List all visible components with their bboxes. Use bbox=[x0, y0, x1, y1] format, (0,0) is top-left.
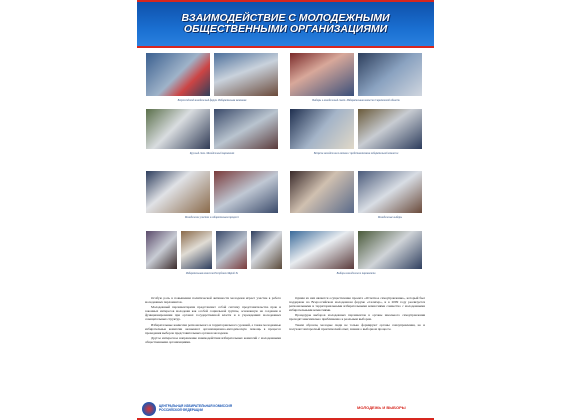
text-column-left bbox=[145, 296, 281, 345]
photo-caption: Круглый стол. Молодежный парламент bbox=[189, 152, 235, 155]
photo bbox=[180, 230, 213, 270]
photo-caption: Молодежное участие в избирательном процессе bbox=[185, 216, 239, 219]
paragraph: Одним из них является осуществление проекта «Отчетное самоуправление», который был поддержан на Всероссийском молодежном форуме «Селигер», и в 2009 году реализуется региональными и территориальными избирательными комиссиями совместно с молодежными избирательными комиссиями. bbox=[289, 296, 425, 313]
photo bbox=[289, 108, 355, 150]
photo-caption: Встреча молодежного актива с представителями избирательной комиссии bbox=[313, 152, 399, 155]
title-line-1: ВЗАИМОДЕЙСТВИЕ С МОЛОДЕЖНЫМИ bbox=[181, 12, 390, 24]
photo bbox=[289, 52, 355, 97]
photo bbox=[357, 170, 423, 214]
paragraph: Избирательные комиссии регионального и территориального уровней, а также молодежные избирательные комиссии оказывают организационно-методическую помощь в процессе проведения выборов представительных органов молодежи. bbox=[145, 322, 281, 335]
photo-collage bbox=[142, 50, 429, 290]
poster bbox=[137, 0, 434, 420]
poster-tag: МОЛОДЕЖЬ И ВЫБОРЫ bbox=[357, 405, 406, 410]
photo bbox=[213, 108, 279, 150]
photo bbox=[145, 230, 178, 270]
photo bbox=[145, 52, 211, 97]
photo bbox=[357, 52, 423, 97]
title-line-2: ОБЩЕСТВЕННЫМИ ОРГАНИЗАЦИЯМИ bbox=[183, 23, 388, 35]
photo-caption: Выборы молодежного парламента bbox=[336, 272, 376, 275]
poster-title bbox=[137, 13, 434, 35]
photo bbox=[289, 230, 355, 270]
emblem-icon bbox=[142, 402, 156, 416]
commission-name: ЦЕНТРАЛЬНАЯ ИЗБИРАТЕЛЬНАЯ КОМИССИЯ РОССИЙСКОЙ ФЕДЕРАЦИИ bbox=[159, 404, 232, 412]
paragraph: Особую роль в повышении политической активности молодежи играет участие в работе молодежных парламентов. bbox=[145, 296, 281, 305]
photo bbox=[357, 108, 423, 150]
text-column-right bbox=[289, 296, 425, 332]
photo-caption: Избирательная комиссия Республики Марий Эл bbox=[185, 272, 239, 275]
paragraph: Таким образом, молодые люди не только формируют органы самоуправления, но и получают интересный практический опыт, знания о выборном процессе. bbox=[289, 322, 425, 331]
commission-logo bbox=[142, 402, 282, 416]
photo-caption: Выборы в молодежный совет. Избирательная комиссия Саратовской области bbox=[312, 99, 400, 102]
paragraph: Молодежный парламентаризм представляет собой систему представительства прав и законных интересов молодежи как особой социальной группы, основанную на создании и функционировании при органах государственной власти и в учреждениях молодежных совещательных структур. bbox=[145, 305, 281, 322]
photo bbox=[213, 170, 279, 214]
photo-caption: Молодежные выборы bbox=[378, 216, 402, 219]
paragraph: Другое интересное направление взаимодействия избирательных комиссий с молодежными общественными организациями. bbox=[145, 335, 281, 344]
paragraph: Процедуры выборов молодежных парламентов в органы школьного самоуправления проходят максимально приближенно к реальным выборам. bbox=[289, 313, 425, 322]
photo bbox=[289, 170, 355, 214]
photo bbox=[250, 230, 283, 270]
photo bbox=[145, 108, 211, 150]
photo bbox=[213, 52, 279, 97]
photo-caption: Всероссийский молодежный форум. Избирательная кампания bbox=[177, 99, 247, 102]
photo bbox=[357, 230, 423, 270]
photo bbox=[215, 230, 248, 270]
photo bbox=[145, 170, 211, 214]
